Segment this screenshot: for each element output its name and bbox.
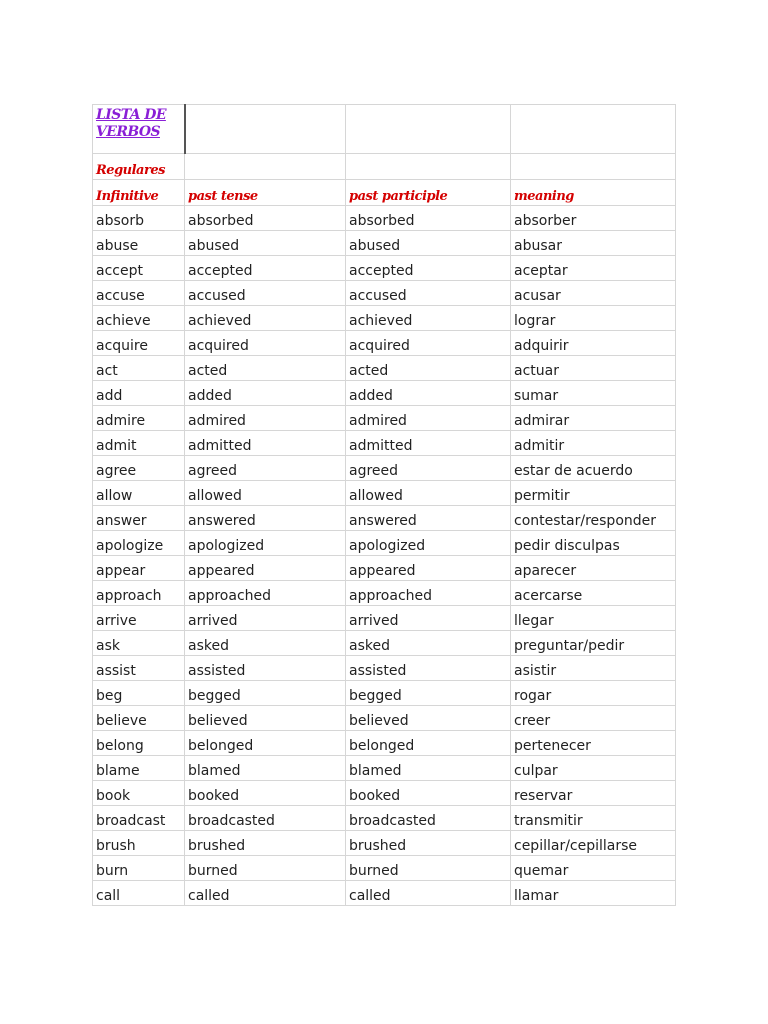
meaning-cell: lograr (511, 306, 676, 331)
header-meaning: meaning (511, 180, 676, 206)
past-participle-cell: achieved (346, 306, 511, 331)
infinitive-cell: admit (93, 431, 185, 456)
verb-table (92, 104, 676, 906)
past-participle-cell: abused (346, 231, 511, 256)
meaning-cell: aparecer (511, 556, 676, 581)
infinitive-cell: ask (93, 631, 185, 656)
header-past-tense: past tense (185, 180, 346, 206)
past-tense-cell: answered (185, 506, 346, 531)
infinitive-cell: accept (93, 256, 185, 281)
header-row (93, 180, 676, 206)
meaning-cell: preguntar/pedir (511, 631, 676, 656)
meaning-cell: asistir (511, 656, 676, 681)
empty-cell (185, 154, 346, 180)
infinitive-cell: act (93, 356, 185, 381)
past-tense-cell: allowed (185, 481, 346, 506)
infinitive-cell: brush (93, 831, 185, 856)
table-row (93, 431, 676, 456)
past-participle-cell: acquired (346, 331, 511, 356)
empty-cell (185, 105, 346, 154)
past-tense-cell: believed (185, 706, 346, 731)
past-participle-cell: acted (346, 356, 511, 381)
table-row (93, 256, 676, 281)
past-participle-cell: added (346, 381, 511, 406)
infinitive-cell: appear (93, 556, 185, 581)
empty-cell (511, 154, 676, 180)
past-participle-cell: apologized (346, 531, 511, 556)
infinitive-cell: believe (93, 706, 185, 731)
past-participle-cell: called (346, 881, 511, 906)
meaning-cell: sumar (511, 381, 676, 406)
table-row (93, 556, 676, 581)
meaning-cell: actuar (511, 356, 676, 381)
past-participle-cell: begged (346, 681, 511, 706)
meaning-cell: abusar (511, 231, 676, 256)
past-participle-cell: accused (346, 281, 511, 306)
past-tense-cell: absorbed (185, 206, 346, 231)
infinitive-cell: call (93, 881, 185, 906)
infinitive-cell: allow (93, 481, 185, 506)
past-tense-cell: accused (185, 281, 346, 306)
infinitive-cell: blame (93, 756, 185, 781)
past-tense-cell: broadcasted (185, 806, 346, 831)
infinitive-cell: book (93, 781, 185, 806)
header-past-participle: past participle (346, 180, 511, 206)
past-participle-cell: believed (346, 706, 511, 731)
table-row (93, 281, 676, 306)
table-row (93, 456, 676, 481)
meaning-cell: permitir (511, 481, 676, 506)
infinitive-cell: add (93, 381, 185, 406)
past-tense-cell: asked (185, 631, 346, 656)
table-row (93, 606, 676, 631)
past-participle-cell: appeared (346, 556, 511, 581)
meaning-cell: pertenecer (511, 731, 676, 756)
table-row (93, 731, 676, 756)
infinitive-cell: accuse (93, 281, 185, 306)
meaning-cell: reservar (511, 781, 676, 806)
infinitive-cell: apologize (93, 531, 185, 556)
table-row (93, 506, 676, 531)
past-participle-cell: answered (346, 506, 511, 531)
infinitive-cell: admire (93, 406, 185, 431)
table-row (93, 381, 676, 406)
past-tense-cell: added (185, 381, 346, 406)
table-row (93, 531, 676, 556)
past-tense-cell: achieved (185, 306, 346, 331)
table-title: LISTA DE VERBOS (93, 105, 185, 154)
table-row (93, 856, 676, 881)
table-row (93, 656, 676, 681)
infinitive-cell: absorb (93, 206, 185, 231)
table-row (93, 831, 676, 856)
past-participle-cell: allowed (346, 481, 511, 506)
past-participle-cell: admitted (346, 431, 511, 456)
past-participle-cell: absorbed (346, 206, 511, 231)
past-tense-cell: belonged (185, 731, 346, 756)
meaning-cell: contestar/responder (511, 506, 676, 531)
table-row (93, 231, 676, 256)
past-tense-cell: called (185, 881, 346, 906)
past-tense-cell: accepted (185, 256, 346, 281)
meaning-cell: llamar (511, 881, 676, 906)
past-tense-cell: booked (185, 781, 346, 806)
table-row (93, 581, 676, 606)
infinitive-cell: acquire (93, 331, 185, 356)
past-tense-cell: brushed (185, 831, 346, 856)
past-tense-cell: assisted (185, 656, 346, 681)
meaning-cell: creer (511, 706, 676, 731)
table-row (93, 631, 676, 656)
past-tense-cell: acted (185, 356, 346, 381)
meaning-cell: cepillar/cepillarse (511, 831, 676, 856)
table-row (93, 881, 676, 906)
past-participle-cell: broadcasted (346, 806, 511, 831)
past-participle-cell: approached (346, 581, 511, 606)
past-participle-cell: asked (346, 631, 511, 656)
past-tense-cell: appeared (185, 556, 346, 581)
past-tense-cell: agreed (185, 456, 346, 481)
past-tense-cell: arrived (185, 606, 346, 631)
table-row (93, 481, 676, 506)
meaning-cell: quemar (511, 856, 676, 881)
infinitive-cell: arrive (93, 606, 185, 631)
table-row (93, 306, 676, 331)
empty-cell (346, 154, 511, 180)
empty-cell (511, 105, 676, 154)
infinitive-cell: answer (93, 506, 185, 531)
past-participle-cell: accepted (346, 256, 511, 281)
section-label: Regulares (93, 154, 185, 180)
past-participle-cell: arrived (346, 606, 511, 631)
past-participle-cell: blamed (346, 756, 511, 781)
meaning-cell: acusar (511, 281, 676, 306)
past-participle-cell: brushed (346, 831, 511, 856)
infinitive-cell: approach (93, 581, 185, 606)
meaning-cell: culpar (511, 756, 676, 781)
table-row (93, 706, 676, 731)
past-tense-cell: begged (185, 681, 346, 706)
meaning-cell: adquirir (511, 331, 676, 356)
meaning-cell: admitir (511, 431, 676, 456)
past-participle-cell: burned (346, 856, 511, 881)
past-participle-cell: agreed (346, 456, 511, 481)
meaning-cell: absorber (511, 206, 676, 231)
meaning-cell: llegar (511, 606, 676, 631)
section-row (93, 154, 676, 180)
infinitive-cell: beg (93, 681, 185, 706)
meaning-cell: rogar (511, 681, 676, 706)
past-tense-cell: apologized (185, 531, 346, 556)
past-tense-cell: blamed (185, 756, 346, 781)
infinitive-cell: broadcast (93, 806, 185, 831)
header-infinitive: Infinitive (93, 180, 185, 206)
meaning-cell: aceptar (511, 256, 676, 281)
past-tense-cell: abused (185, 231, 346, 256)
infinitive-cell: agree (93, 456, 185, 481)
past-participle-cell: admired (346, 406, 511, 431)
table-row (93, 331, 676, 356)
table-row (93, 406, 676, 431)
infinitive-cell: burn (93, 856, 185, 881)
verb-table-body (93, 105, 676, 906)
past-tense-cell: burned (185, 856, 346, 881)
meaning-cell: estar de acuerdo (511, 456, 676, 481)
meaning-cell: acercarse (511, 581, 676, 606)
past-tense-cell: admired (185, 406, 346, 431)
table-row (93, 356, 676, 381)
table-row (93, 806, 676, 831)
table-row (93, 756, 676, 781)
meaning-cell: pedir disculpas (511, 531, 676, 556)
past-tense-cell: acquired (185, 331, 346, 356)
meaning-cell: transmitir (511, 806, 676, 831)
table-row (93, 681, 676, 706)
infinitive-cell: achieve (93, 306, 185, 331)
table-row (93, 206, 676, 231)
infinitive-cell: belong (93, 731, 185, 756)
empty-cell (346, 105, 511, 154)
infinitive-cell: abuse (93, 231, 185, 256)
meaning-cell: admirar (511, 406, 676, 431)
table-row (93, 781, 676, 806)
past-participle-cell: belonged (346, 731, 511, 756)
past-participle-cell: booked (346, 781, 511, 806)
past-tense-cell: admitted (185, 431, 346, 456)
infinitive-cell: assist (93, 656, 185, 681)
title-row (93, 105, 676, 154)
past-tense-cell: approached (185, 581, 346, 606)
past-participle-cell: assisted (346, 656, 511, 681)
